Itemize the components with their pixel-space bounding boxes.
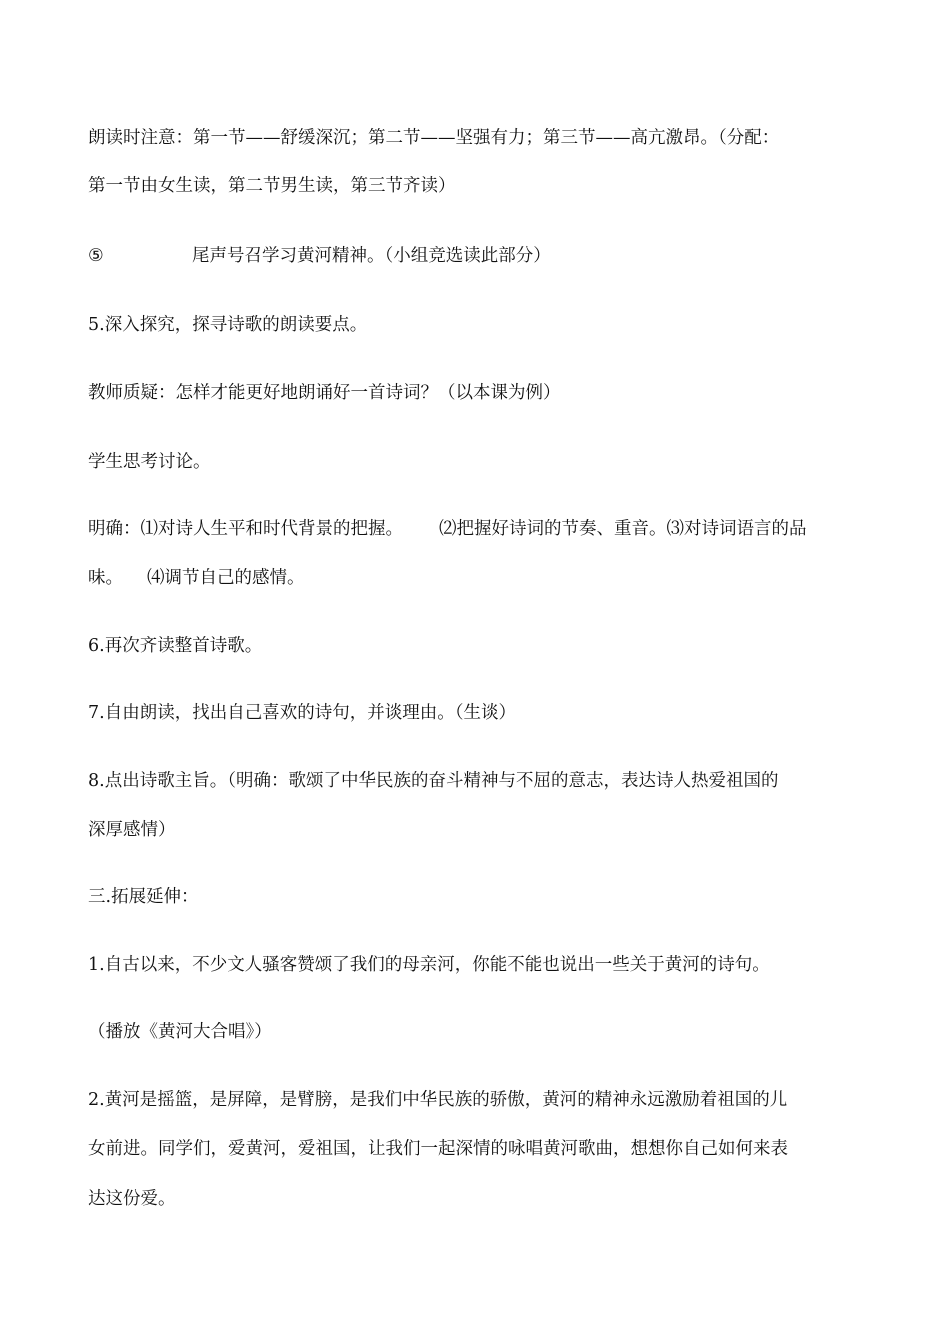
clarify-line-2 (88, 566, 305, 590)
extension-2-line-3: 达这份爱。 (88, 1189, 176, 1209)
step-6: 6.再次齐读整首诗歌。 (88, 636, 263, 656)
step-5-heading: 5.深入探究，探寻诗歌的朗读要点。 (88, 315, 368, 335)
extension-1-play-note: （播放《黄河大合唱》） (88, 1022, 272, 1042)
section-3-heading: 三.拓展延伸： (88, 887, 199, 907)
item-5-line (88, 244, 551, 268)
clarify-point-1: 明确：⑴对诗人生平和时代背景的把握。 (88, 519, 403, 539)
step-7: 7.自由朗读，找出自己喜欢的诗句，并谈理由。（生谈） (88, 703, 516, 723)
clarify-point-4: ⑷调节自己的感情。 (147, 568, 305, 588)
step-8-line-2: 深厚感情） (88, 820, 176, 840)
teacher-question: 教师质疑：怎样才能更好地朗诵好一首诗词？（以本课为例） (88, 383, 561, 403)
reading-note-line-2: 第一节由女生读，第二节男生读，第三节齐读） (88, 176, 456, 196)
extension-2-line-2: 女前进。同学们，爱黄河，爱祖国，让我们一起深情的咏唱黄河歌曲，想想你自己如何来表 (88, 1139, 788, 1159)
clarify-line-1 (88, 517, 807, 541)
student-discussion: 学生思考讨论。 (88, 452, 211, 472)
item-5-text: 尾声号召学习黄河精神。（小组竞选读此部分） (192, 246, 551, 266)
extension-2-line-1: 2.黄河是摇篮，是屏障，是臂膀，是我们中华民族的骄傲，黄河的精神永远激励着祖国的儿 (88, 1090, 788, 1110)
step-8-line-1: 8.点出诗歌主旨。（明确：歌颂了中华民族的奋斗精神与不屈的意志，表达诗人热爱祖国的 (88, 771, 779, 791)
clarify-continuation: 味。 (88, 568, 123, 588)
reading-note-line-1: 朗读时注意：第一节——舒缓深沉；第二节——坚强有力；第三节——高亢激昂。（分配： (88, 128, 780, 148)
clarify-point-2-3: ⑵把握好诗词的节奏、重音。⑶对诗词语言的品 (439, 519, 807, 539)
item-5-marker: ⑤ (88, 246, 104, 266)
extension-1: 1.自古以来，不少文人骚客赞颂了我们的母亲河，你能不能也说出一些关于黄河的诗句。 (88, 955, 770, 975)
